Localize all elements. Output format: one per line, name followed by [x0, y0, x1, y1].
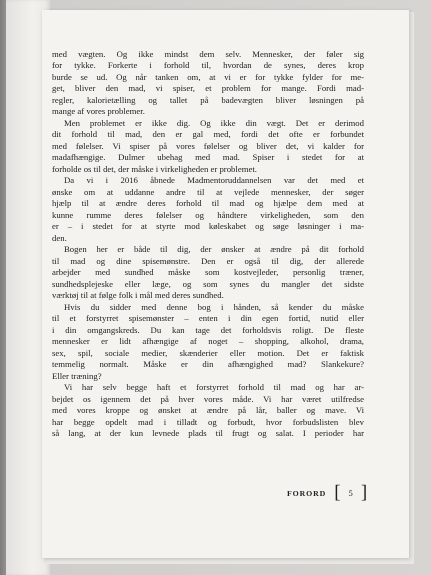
- text-line: burde se ud. Og når tanken om, at vi er for tykke fylder for me-: [52, 71, 364, 82]
- page-number-close-bracket: ]: [360, 482, 368, 503]
- text-line: forholde os til det, der måske i virkeligheden er problemet.: [52, 163, 257, 174]
- text-line: til mad og dine spisemønstre. Den er også til dig, der allerede: [52, 255, 364, 266]
- text-line: værktøj til at følge folk i mål med deres sundhed.: [52, 290, 224, 301]
- text-line: sex, spil, sociale medier, skænderier eller motion. Det er faktisk: [52, 347, 364, 358]
- text-line: regler, kalorietælling og tallet på badevægten bliver løsningen på: [52, 94, 364, 105]
- text-line: mange af vores problemer.: [52, 106, 145, 117]
- text-line: med vægten. Og ikke mindst dem selv. Mennesker, der føler sig: [52, 49, 364, 59]
- text-line: for tykke. Forkerte i forhold til, hvordan de synes, deres krop: [52, 60, 364, 71]
- text-line: med følelser. Vi spiser på vores følelser og bliver det, vi kalder for: [52, 140, 364, 151]
- text-line: kunne rumme deres følelser og håndtere virkeligheden, som den: [52, 209, 364, 220]
- text-line: Eller træning?: [52, 370, 102, 381]
- page-number: 5: [348, 488, 353, 498]
- text-line: Hvis du sidder med denne bog i hånden, så kender du måske: [64, 301, 364, 312]
- text-line: mennesker er lidt afhængige af noget – shopping, alkohol, drama,: [52, 336, 364, 347]
- text-line: Men problemet er ikke dig. Og ikke din vægt. Det er derimod: [64, 117, 364, 128]
- text-line: madafhængige. Dulmer ubehag med mad. Spiser i stedet for at: [52, 152, 364, 163]
- text-line: dit forhold til mad, den er gal med, fordi det ofte er forbundet: [52, 129, 364, 140]
- text-line: så lang, at der kun levnede plads til frugt og salat. I perioder har: [52, 427, 364, 438]
- text-line: ønske om at uddanne andre til at vejlede mennesker, der søger: [52, 186, 364, 197]
- text-line: Vi har selv begge haft et forstyrret forhold til mad og har ar-: [64, 382, 364, 393]
- text-line: den.: [52, 232, 67, 243]
- text-line: bejdet os igennem det på hver vores måde. Vi har været utilfredse: [52, 393, 364, 404]
- text-line: arbejder med sundhed måske som kostvejleder, personlig træner,: [52, 267, 364, 278]
- text-line: med vores kroppe og ønsket at ændre på lår, baller og mave. Vi: [52, 405, 364, 416]
- running-head: FORORD: [287, 488, 327, 498]
- text-line: Da vi i 2016 åbnede Madmentoruddannelsen var det med et: [64, 175, 364, 186]
- text-line: temmelig normalt. Måske er din afhængighed mad? Slankekure?: [52, 359, 364, 370]
- text-line: sundhedsplejeske eller læge, og som synes du mangler det sidste: [52, 278, 364, 289]
- text-line: har begge opdelt mad i tilladt og forbudt, hvor forbudslisten blev: [52, 416, 364, 427]
- body-text: [52, 49, 364, 439]
- page-number-open-bracket: [: [334, 482, 341, 503]
- text-line: til et forstyrret spisemønster – enten i din egen fortid, nutid eller: [52, 313, 364, 324]
- page-footer: [287, 484, 367, 502]
- text-line: hjælp til at ændre deres forhold til mad og hjælpe dem med at: [52, 198, 364, 209]
- text-line: Bogen her er både til dig, der ønsker at ændre på dit forhold: [64, 244, 364, 255]
- text-line: get, bliver den mad, vi spiser, et problem for mange. Fordi mad-: [52, 83, 364, 94]
- text-line: er – i stedet for at styrte mod køleskabet og søge løsninger i ma-: [52, 221, 364, 232]
- text-line: i din omgangskreds. Du kan tage det forholdsvis roligt. De fleste: [52, 324, 364, 335]
